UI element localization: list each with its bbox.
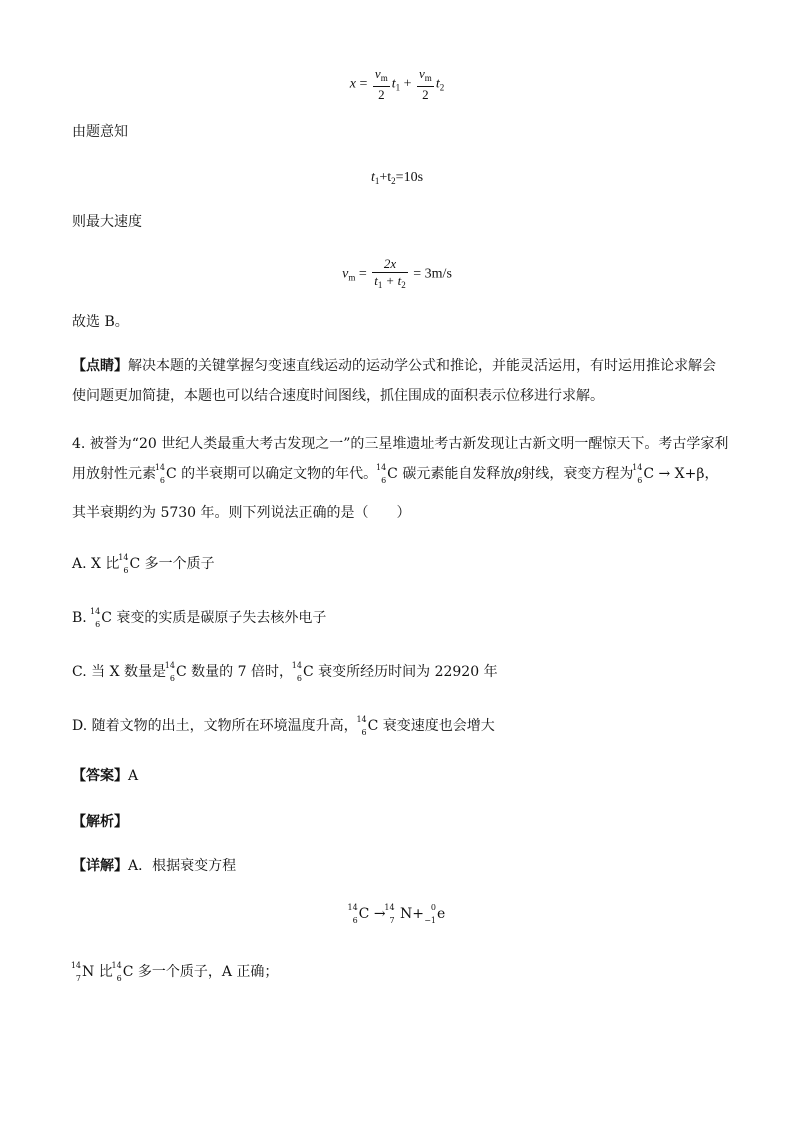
fraction-vm-over-2-second: $\frac{v_m}{2}$ (419, 66, 432, 102)
equation-decay: 14 6 C → 14 7 N+ 0 −1 e (347, 903, 446, 925)
detail-tag: 【详解】 (72, 858, 128, 874)
equation-time-sum: $t_1+t_2=10s$ (370, 170, 424, 186)
conclusion-a: 14 7 N 比 14 6 C 多一个质子，A 正确； (70, 961, 279, 983)
option-a: A. X 比 14 6 C 多一个质子 (72, 553, 215, 575)
comment-tag: 【点睛】 (72, 358, 128, 374)
text-choose-b: 故选 B。 (72, 314, 129, 330)
equation-displacement: x = $\frac{v_m}{2}$ $t_1$ + $\frac{v_m}{2}$ $t_2$ (349, 66, 445, 102)
question-4-line-1: 4. 被誉为“20 世纪人类最重大考古发现之一”的三星堆遗址考古新发现让古新文明一醒惊天下。考古学家利 (72, 436, 729, 452)
eq-equals: = (359, 76, 368, 92)
fraction-vm-over-2: $\frac{v_m}{2}$ (374, 66, 388, 102)
comment-text-1: 解决本题的关键掌握匀变速直线运动的运动学公式和推论，并能灵活运用，有时运用推论求解会 (128, 358, 716, 374)
question-4-line-3: 其半衰期约为 5730 年。则下列说法正确的是（ ） (72, 505, 411, 521)
answer-value: A (128, 768, 139, 784)
option-d: D. 随着文物的出土，文物所在环境温度升高， 14 6 C 衰变速度也会增大 (72, 715, 495, 737)
comment-line-2: 使问题更加简捷，本题也可以结合速度时间图线，抓住围成的面积表示位移进行求解。 (72, 388, 604, 404)
eq-x: x (349, 76, 357, 92)
question-4-line-2: 用放射性元素 14 6 C 的半衰期可以确定文物的年代。 14 6 C 碳元素能自发释放β射线，衰变方程为 14 6 C → X+β， (72, 463, 719, 485)
option-c: C. 当 X 数量是 14 6 C 数量的 7 倍时， 14 6 C 衰变所经历时间为 22920 年 (72, 661, 498, 683)
option-b: B. 14 6 C 衰变的实质是碳原子失去核外电子 (72, 607, 327, 629)
comment-line-1 (72, 356, 716, 376)
detail-text: A．根据衰变方程 (128, 858, 237, 874)
eq-plus: + (403, 76, 412, 92)
analysis-tag: 【解析】 (72, 814, 128, 830)
text-given: 由题意知 (72, 124, 128, 140)
fraction-2x-over-t: $\frac{2x}{t_1 + t_2}$ (374, 256, 406, 290)
answer-tag: 【答案】 (72, 768, 128, 784)
text-max-speed: 则最大速度 (72, 214, 142, 230)
detail-line (72, 856, 236, 876)
equation-max-speed: $v_m$ = $\frac{2x}{t_1 + t_2}$ = 3m/s (0, 256, 794, 293)
answer (72, 766, 138, 786)
